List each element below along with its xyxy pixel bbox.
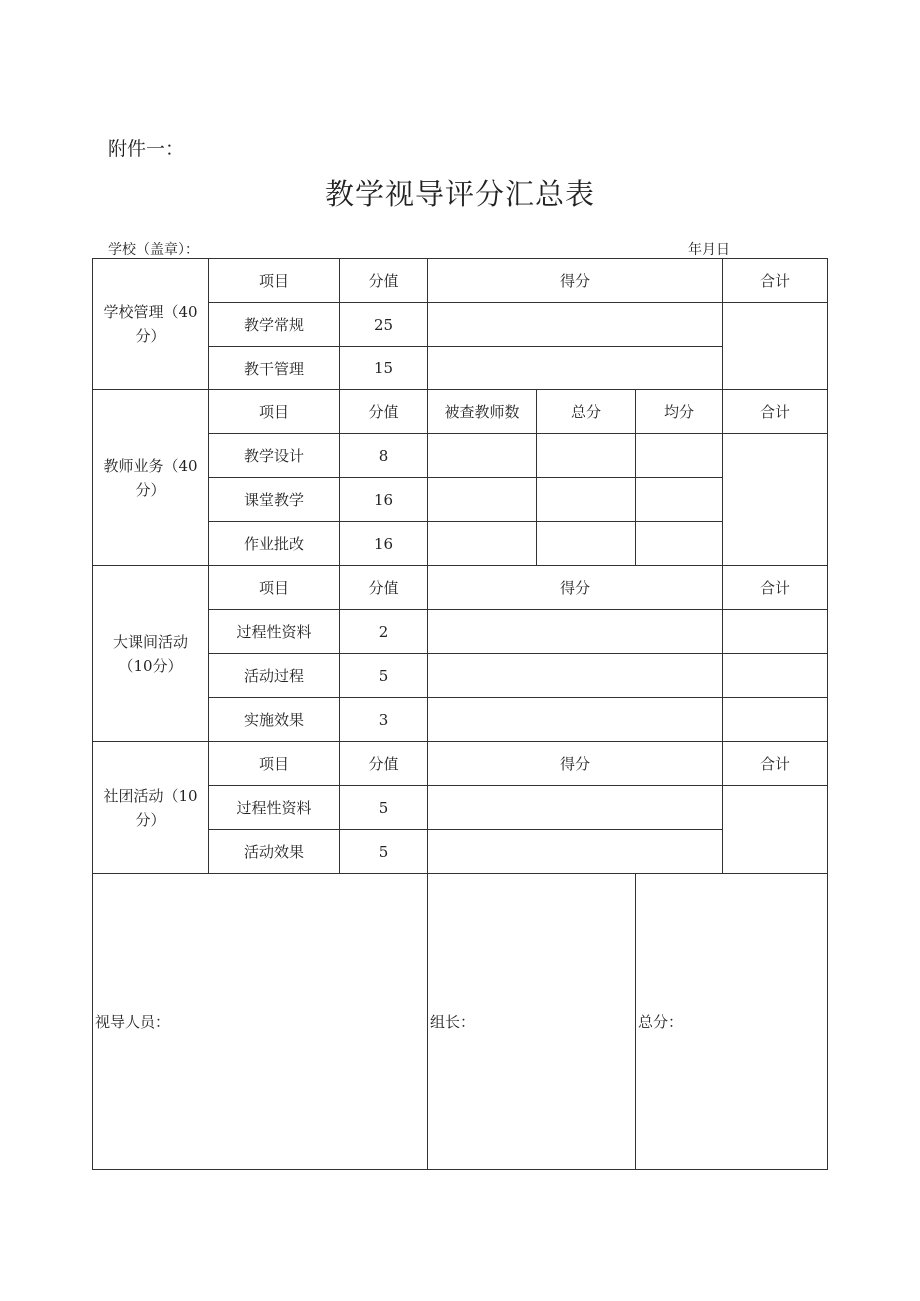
section3-row3-item: 实施效果 <box>209 698 340 742</box>
section4-row2-score-cell[interactable] <box>428 830 723 874</box>
section4-header-score: 得分 <box>428 742 723 786</box>
section4-header-total: 合计 <box>723 742 828 786</box>
section4-name: 社团活动（10分） <box>93 742 209 874</box>
section1-header-total: 合计 <box>723 259 828 303</box>
section2-header-sum: 总分 <box>537 390 636 434</box>
attachment-label: 附件一： <box>108 138 185 160</box>
signature-row <box>93 874 828 1170</box>
section2-header-row <box>93 390 828 434</box>
section2-total-cell[interactable] <box>723 434 828 566</box>
section1-header-value: 分值 <box>340 259 428 303</box>
section2-row1-item: 教学设计 <box>209 434 340 478</box>
section3-row2-score-cell[interactable] <box>428 654 723 698</box>
section2-header-teachers: 被查教师数 <box>428 390 537 434</box>
section2-name: 教师业务（40分） <box>93 390 209 566</box>
section1-row2-value: 15 <box>340 347 428 390</box>
section2-row3-value: 16 <box>340 522 428 566</box>
school-stamp-label: 学校（盖章）： <box>108 242 199 258</box>
section1-header-score: 得分 <box>428 259 723 303</box>
section4-row2-item: 活动效果 <box>209 830 340 874</box>
section4-header-row <box>93 742 828 786</box>
section2-row3-item: 作业批改 <box>209 522 340 566</box>
section4-header-value: 分值 <box>340 742 428 786</box>
section1-header-row <box>93 259 828 303</box>
section2-row3-avg-cell[interactable] <box>636 522 723 566</box>
section2-row2-avg-cell[interactable] <box>636 478 723 522</box>
section4-row2-value: 5 <box>340 830 428 874</box>
section2-row1-avg-cell[interactable] <box>636 434 723 478</box>
section3-row3-total-cell[interactable] <box>723 698 828 742</box>
section2-header-item: 项目 <box>209 390 340 434</box>
section1-row2-score-cell[interactable] <box>428 347 723 390</box>
page-title: 教学视导评分汇总表 <box>324 177 595 211</box>
section3-row1-item: 过程性资料 <box>209 610 340 654</box>
section4-row1-score-cell[interactable] <box>428 786 723 830</box>
section3-name: 大课间活动（10分） <box>93 566 209 742</box>
section1-row1-score-cell[interactable] <box>428 303 723 347</box>
section1-row2-item: 教干管理 <box>209 347 340 390</box>
section1-row1-item: 教学常规 <box>209 303 340 347</box>
section1-row1-value: 25 <box>340 303 428 347</box>
section1-header-item: 项目 <box>209 259 340 303</box>
section3-header-value: 分值 <box>340 566 428 610</box>
section2-header-total: 合计 <box>723 390 828 434</box>
section3-header-score: 得分 <box>428 566 723 610</box>
grand-total-cell[interactable] <box>636 874 828 1170</box>
section3-header-row <box>93 566 828 610</box>
inspector-signature-cell[interactable] <box>93 874 428 1170</box>
section4-total-cell[interactable] <box>723 786 828 874</box>
date-label: 年月日 <box>688 242 730 258</box>
section2-row2-item: 课堂教学 <box>209 478 340 522</box>
leader-signature-cell[interactable] <box>428 874 636 1170</box>
section3-row3-score-cell[interactable] <box>428 698 723 742</box>
section2-row1-sum-cell[interactable] <box>537 434 636 478</box>
section3-row2-value: 5 <box>340 654 428 698</box>
inspector-label: 视导人员： <box>95 1013 171 1031</box>
section3-row3-value: 3 <box>340 698 428 742</box>
section1-name: 学校管理（40分） <box>93 259 209 390</box>
leader-label: 组长： <box>430 1013 476 1031</box>
section2-header-avg: 均分 <box>636 390 723 434</box>
section3-row1-value: 2 <box>340 610 428 654</box>
section3-row2-item: 活动过程 <box>209 654 340 698</box>
section2-row2-sum-cell[interactable] <box>537 478 636 522</box>
section4-row1-value: 5 <box>340 786 428 830</box>
section3-row1-total-cell[interactable] <box>723 610 828 654</box>
section2-row2-teachers-cell[interactable] <box>428 478 537 522</box>
score-summary-table <box>92 258 828 1170</box>
section2-row3-teachers-cell[interactable] <box>428 522 537 566</box>
section2-row2-value: 16 <box>340 478 428 522</box>
section3-row2-total-cell[interactable] <box>723 654 828 698</box>
section3-row1-score-cell[interactable] <box>428 610 723 654</box>
section1-total-cell[interactable] <box>723 303 828 390</box>
grand-total-label: 总分： <box>638 1013 684 1031</box>
section4-row1-item: 过程性资料 <box>209 786 340 830</box>
section3-header-item: 项目 <box>209 566 340 610</box>
section2-row1-value: 8 <box>340 434 428 478</box>
section3-header-total: 合计 <box>723 566 828 610</box>
section2-row3-sum-cell[interactable] <box>537 522 636 566</box>
section4-header-item: 项目 <box>209 742 340 786</box>
section2-header-value: 分值 <box>340 390 428 434</box>
section2-row1-teachers-cell[interactable] <box>428 434 537 478</box>
